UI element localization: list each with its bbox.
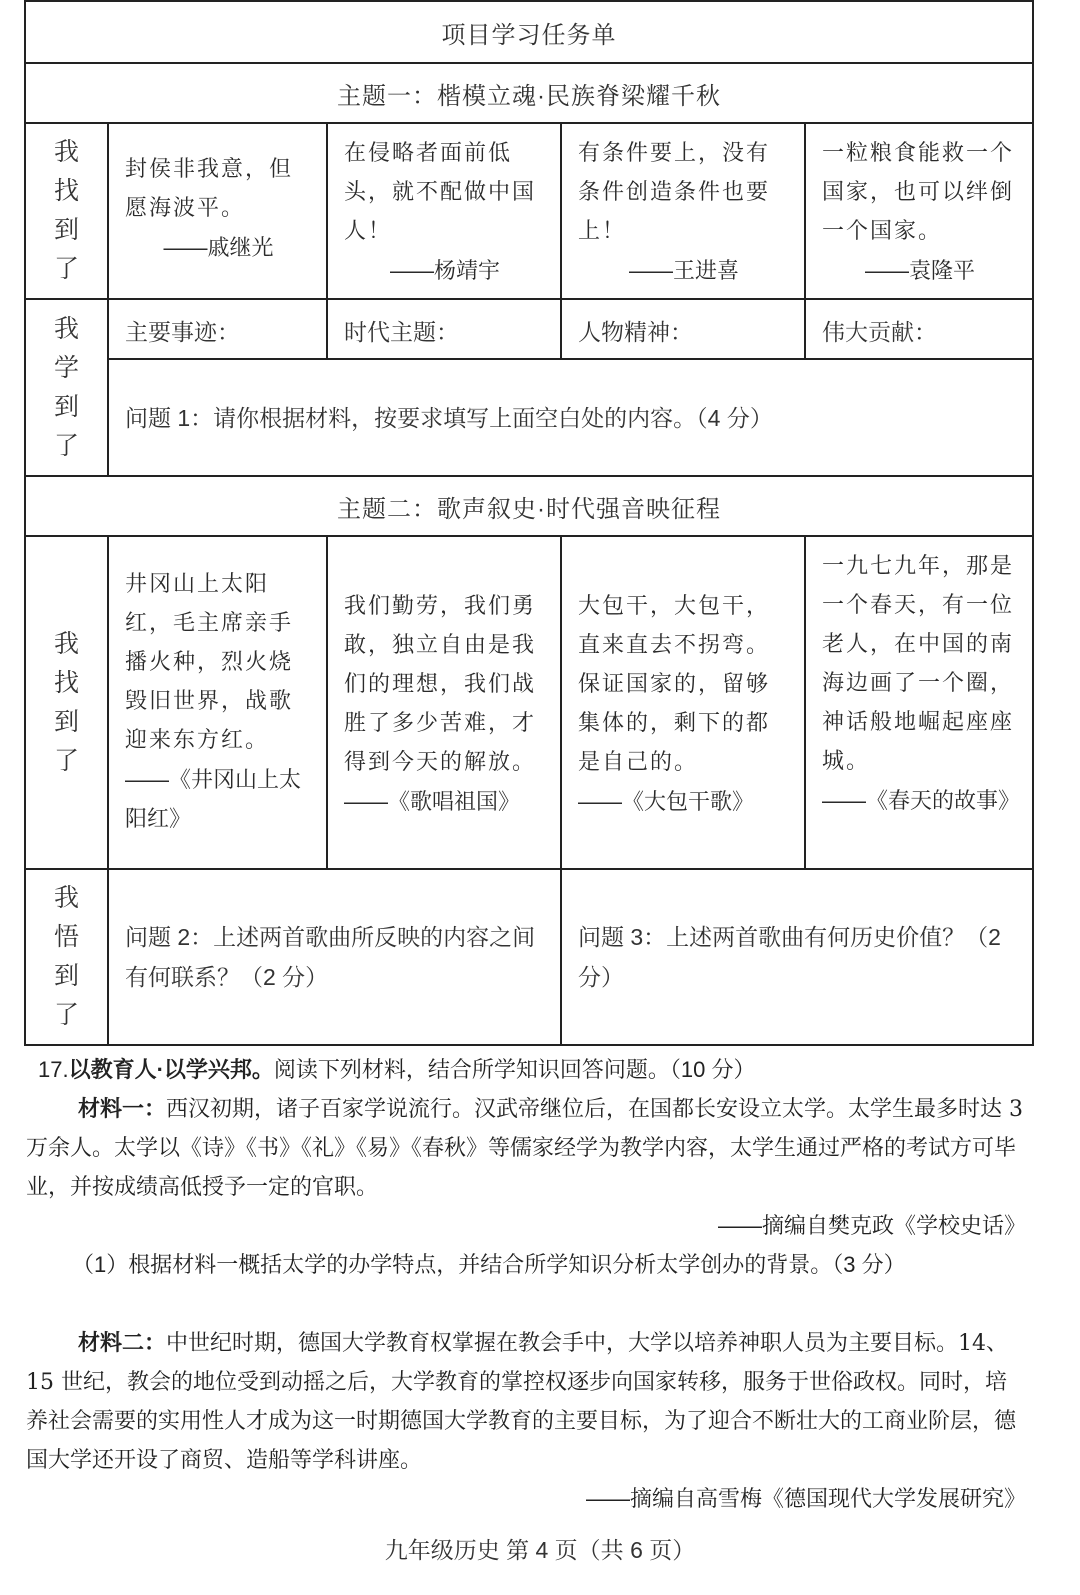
theme2-realized-label bbox=[24, 868, 109, 1046]
question2-text: 问题 2：上述两首歌曲所反映的内容之间有何联系？（2 分） bbox=[125, 924, 536, 990]
label-char: 了 bbox=[53, 1001, 79, 1029]
song-cell-dabaogan bbox=[560, 535, 806, 870]
song-source: ——《春天的故事》 bbox=[822, 788, 1021, 813]
label-char: 到 bbox=[53, 962, 79, 990]
quote-source: ——王进喜 bbox=[628, 258, 739, 283]
label-char: 找 bbox=[53, 668, 79, 697]
label-char: 学 bbox=[53, 353, 79, 382]
song-cell-jinggangshan bbox=[107, 535, 328, 870]
material2-label: 材料二： bbox=[78, 1330, 167, 1355]
page-footer: 九年级历史 第 4 页（共 6 页） bbox=[384, 1537, 696, 1563]
material2-source: ——摘编自高雪梅《德国现代大学发展研究》 bbox=[585, 1486, 1026, 1511]
label-char: 了 bbox=[53, 431, 79, 460]
quote-source: ——戚继光 bbox=[163, 235, 274, 260]
question1-text: 问题 1：请你根据材料，按要求填写上面空白处的内容。（4 分） bbox=[125, 404, 773, 431]
quote-text: 一粒粮食能救一个国家，也可以绊倒一个国家。 bbox=[822, 141, 1015, 244]
song-source: ——《歌唱祖国》 bbox=[344, 789, 521, 814]
field-label: 时代主题： bbox=[344, 319, 459, 345]
song-cell-chuntian-gushi bbox=[804, 535, 1034, 870]
material1-label: 材料一： bbox=[78, 1096, 167, 1121]
q17-heading: 以教育人·以学兴邦。 bbox=[68, 1057, 274, 1082]
material2-text: 中世纪时期，德国大学教育权掌握在教会手中，大学以培养神职人员为主要目标。14、15 世纪，教会的地位受到动摇之后，大学教育的掌控权逐步向国家转移，服务于世俗政权。同时，培养社会需要的实用性人才成为这一时期德国大学教育的主要目标，为了迎合不断壮大的工商业阶层，德国大学还开设了商贸、造船等学科讲座。 bbox=[26, 1331, 1017, 1473]
task-sheet-title: 项目学习任务单 bbox=[441, 21, 617, 49]
quote-source: ——杨靖宇 bbox=[389, 258, 500, 283]
song-lyrics: 我们勤劳，我们勇敢，独立自由是我们的理想，我们战胜了多少苦难，才得到今天的解放。 bbox=[344, 594, 537, 775]
quote-cell-wang-jinxi bbox=[560, 122, 806, 300]
song-cell-gechang-zuguo bbox=[326, 535, 562, 870]
label-char: 我 bbox=[53, 629, 79, 658]
quote-cell-yang-jingyu bbox=[326, 122, 562, 300]
song-lyrics: 大包干，大包干，直来直去不拐弯。保证国家的，留够集体的，剩下的都是自己的。 bbox=[578, 594, 771, 775]
label-char: 了 bbox=[53, 255, 79, 283]
question1-cell[interactable] bbox=[107, 358, 1034, 477]
quote-text: 有条件要上，没有条件创造条件也要上！ bbox=[578, 141, 771, 244]
question3-text: 问题 3：上述两首歌曲有何历史价值？（2 分） bbox=[578, 924, 1001, 990]
field-main-deeds[interactable] bbox=[107, 298, 328, 360]
label-char: 到 bbox=[53, 707, 79, 736]
song-lyrics: 井冈山上太阳红，毛主席亲手播火种，烈火烧毁旧世界，战歌迎来东方红。 bbox=[125, 572, 294, 753]
quote-cell-qi-jiguang bbox=[107, 122, 328, 300]
label-char: 了 bbox=[53, 746, 79, 775]
theme1-title: 主题一：楷模立魂·民族脊梁耀千秋 bbox=[337, 82, 721, 110]
label-char: 到 bbox=[53, 216, 79, 244]
field-era-theme[interactable] bbox=[326, 298, 562, 360]
quote-text: 在侵略者面前低头，就不配做中国人！ bbox=[344, 141, 537, 244]
field-great-contribution[interactable] bbox=[804, 298, 1034, 360]
task-sheet-title-cell bbox=[24, 0, 1034, 64]
field-label: 主要事迹： bbox=[125, 319, 240, 345]
quote-source: ——袁隆平 bbox=[864, 258, 975, 283]
label-char: 找 bbox=[53, 177, 79, 205]
subquestion1: （1）根据材料一概括太学的办学特点，并结合所学知识分析太学创办的背景。（3 分） bbox=[72, 1252, 906, 1277]
theme1-title-cell bbox=[24, 62, 1034, 124]
label-char: 我 bbox=[53, 314, 79, 343]
material1-paragraph bbox=[26, 1089, 1026, 1207]
material1-text: 西汉初期，诸子百家学说流行。汉武帝继位后，在国都长安设立太学。太学生最多时达 3 万余人。太学以《诗》《书》《礼》《易》《春秋》等儒家经学为教学内容，太学生通过严格的考试方可毕业，并按成绩高低授予一定的官职。 bbox=[26, 1097, 1024, 1200]
q17-number: 17. bbox=[38, 1057, 69, 1082]
song-source: ——《井冈山上太阳红》 bbox=[125, 767, 302, 831]
theme2-title: 主题二：歌声叙史·时代强音映征程 bbox=[337, 495, 721, 523]
song-lyrics: 一九七九年，那是一个春天，有一位老人，在中国的南海边画了一个圈，神话般地崛起座座城。 bbox=[822, 554, 1015, 774]
label-char: 我 bbox=[53, 138, 79, 166]
q17-prompt: 阅读下列材料，结合所学知识回答问题。（10 分） bbox=[273, 1057, 756, 1082]
label-char: 我 bbox=[53, 884, 79, 912]
theme1-learned-label bbox=[24, 298, 109, 477]
theme1-found-label bbox=[24, 122, 109, 300]
task-sheet-table bbox=[24, 0, 1034, 1046]
theme2-title-cell bbox=[24, 475, 1034, 537]
field-label: 人物精神： bbox=[578, 319, 693, 345]
question3-cell[interactable] bbox=[560, 868, 1034, 1046]
question2-cell[interactable] bbox=[107, 868, 562, 1046]
quote-text: 封侯非我意，但愿海波平。 bbox=[125, 157, 294, 221]
quote-cell-yuan-longping bbox=[804, 122, 1034, 300]
label-char: 悟 bbox=[53, 923, 79, 951]
field-character-spirit[interactable] bbox=[560, 298, 806, 360]
theme2-found-label bbox=[24, 535, 109, 870]
label-char: 到 bbox=[53, 392, 79, 421]
material2-paragraph bbox=[26, 1323, 1026, 1480]
field-label: 伟大贡献： bbox=[822, 319, 937, 345]
material1-source: ——摘编自樊克政《学校史话》 bbox=[717, 1213, 1026, 1238]
song-source: ——《大包干歌》 bbox=[578, 789, 755, 814]
q17-header bbox=[38, 1050, 1038, 1090]
